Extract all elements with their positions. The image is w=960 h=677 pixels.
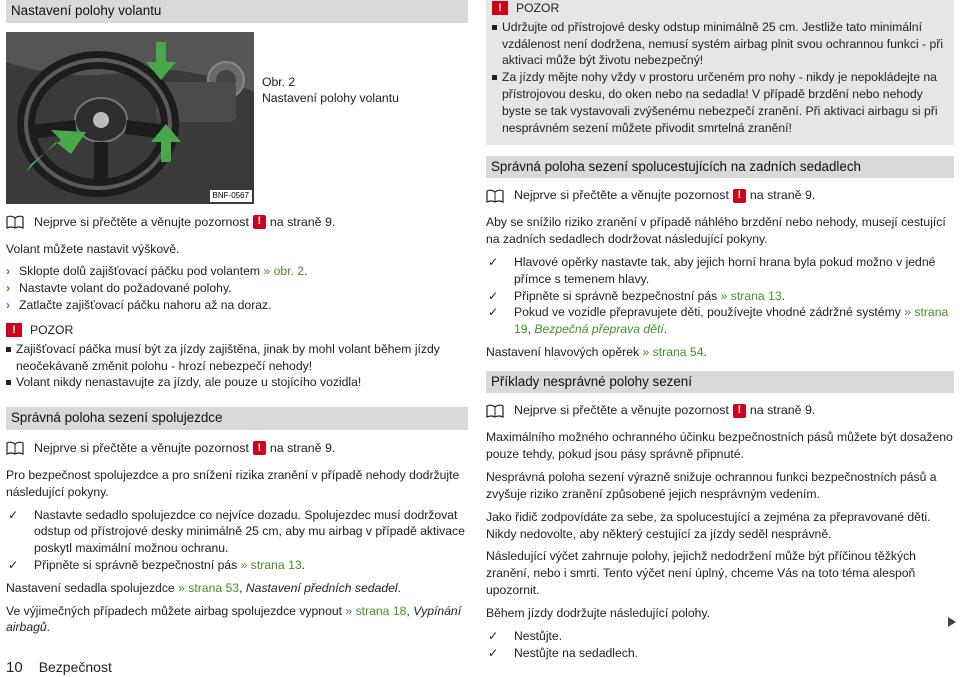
check-item: ✓ Nestůjte.: [488, 628, 563, 643]
warning-item: Volant nikdy nenastavujte za jízdy, ale pouze u stojícího vozidla!: [6, 374, 468, 391]
left-column: [6, 0, 468, 642]
section-heading-passenger: Správná poloha sezení spolujezdce: [6, 407, 468, 430]
read-first-page[interactable]: na straně 9.: [269, 440, 336, 455]
book-icon: [6, 441, 24, 455]
page-link[interactable]: » strana 13: [720, 288, 782, 303]
warning-item: Udržujte od přístrojové desky odstup minimálně 25 cm. Jestliže tato minimální vzdálenost není dodržena, nemusí systém airbag plnit svou ochrannou funkci - při aktivaci může být životu nebezpečný!: [492, 19, 948, 69]
check-item: ✓ Nestůjte na sedadlech.: [488, 645, 638, 660]
check-item: ✓ Pokud ve vozidle přepravujete děti, používejte vhodné zádržné systémy » strana 19, Bezpečná přeprava dětí.: [488, 305, 949, 337]
checkmark-icon: ✓: [488, 628, 499, 643]
section-heading-rear: Správná poloha sezení spolucestujících na zadních sedadlech: [486, 156, 954, 179]
warning-item: Za jízdy mějte nohy vždy v prostoru určeném pro nohy - nikdy je nepokládejte na přístrojovou desku, do oken nebo na sedadla! V případě brzdění nebo nehody byste se tak vystavovali zvýšenému nebezpečí zranění. Při aktivaci airbagu si při nesprávném sezení můžete přivodit smrtelná zranění!: [492, 69, 948, 136]
chevron-right-icon: ›: [6, 264, 11, 279]
checkmark-icon: ✓: [488, 305, 499, 320]
checkmark-icon: ✓: [8, 507, 19, 522]
read-first-page[interactable]: na straně 9.: [269, 214, 336, 229]
step-item: [6, 263, 468, 280]
check-item: ✓ Připněte si správně bezpečnostní pás » strana 13.: [488, 288, 786, 303]
read-first-text: Nejprve si přečtěte a věnujte pozornost: [34, 440, 249, 455]
paragraph: Maximálního možného ochranného účinku bezpečnostních pásů můžete být dosaženo pouze tehdy, pokud jsou pásy správně připnuté.: [486, 430, 953, 462]
paragraph: Pro bezpečnost spolujezdce a pro snížení rizika zranění v případě nehody dodržujte následující pokyny.: [6, 467, 460, 499]
warning-block: [6, 322, 468, 391]
chevron-right-icon: ›: [6, 298, 11, 313]
figure-caption: [254, 32, 399, 204]
check-item: ✓ Hlavové opěrky nastavte tak, aby jejich horní hrana byla pokud možno v jedné přímce s temenem hlavy.: [488, 254, 936, 286]
read-first-note: [486, 187, 954, 204]
step-text: Zatlačte zajišťovací páčku nahoru až na doraz.: [19, 298, 272, 313]
read-first-text: Nejprve si přečtěte a věnujte pozornost: [34, 214, 249, 229]
paragraph: Nesprávná poloha sezení výrazně snižuje ochrannou funkci bezpečnostních pásů a zvyšuje riziko zranění způsobené jejich nesprávným vedením.: [486, 470, 937, 501]
figure-row: [6, 32, 468, 204]
step-post: .: [304, 264, 308, 279]
checkmark-icon: ✓: [8, 557, 19, 572]
read-first-note: [6, 214, 468, 231]
steering-wheel-illustration: [6, 32, 254, 204]
paragraph: Aby se snížilo riziko zranění v případě náhlého brzdění nebo nehody, musejí cestující na zadních sedadlech dodržovat následující pokyny.: [486, 215, 946, 247]
page-link[interactable]: » strana 19: [514, 305, 949, 337]
warning-icon: !: [733, 189, 746, 203]
warning-icon: !: [733, 404, 746, 418]
checkmark-icon: ✓: [488, 645, 499, 660]
read-first-text: Nejprve si přečtěte a věnujte pozornost: [514, 403, 729, 418]
book-icon: [6, 215, 24, 229]
warning-title: POZOR: [30, 322, 74, 337]
page-link[interactable]: » strana 54: [642, 345, 704, 360]
page-number: 10: [6, 659, 23, 676]
warning-title: POZOR: [516, 1, 560, 15]
warning-icon: !: [253, 441, 266, 455]
warning-icon: !: [6, 323, 22, 337]
figure-code: BNF-0567: [210, 190, 252, 201]
steps-list: [6, 263, 468, 313]
chevron-right-icon: ›: [6, 281, 11, 296]
step-text: Sklopte dolů zajišťovací páčku pod volantem: [19, 264, 261, 279]
page-link[interactable]: » strana 53: [178, 580, 240, 595]
figure-number: Obr. 2: [262, 74, 296, 89]
steering-wheel-figure: [6, 32, 254, 204]
figure-link[interactable]: » obr. 2: [263, 264, 305, 279]
warning-icon: !: [492, 1, 508, 15]
section-heading-steering: Nastavení polohy volantu: [6, 0, 468, 23]
book-icon: [486, 189, 504, 203]
right-column: [486, 0, 954, 661]
step-text: Nastavte volant do požadované polohy.: [19, 281, 232, 296]
paragraph: Ve výjimečných případech můžete airbag spolujezdce vypnout » strana 18, Vypínání airbagů.: [6, 603, 462, 635]
read-first-page[interactable]: na straně 9.: [749, 403, 816, 418]
warning-icon: !: [253, 215, 266, 229]
checkmark-icon: ✓: [488, 254, 499, 269]
paragraph: Během jízdy dodržujte následující polohy.: [486, 605, 711, 620]
read-first-note: [486, 402, 954, 419]
section-name: Bezpečnost: [38, 659, 112, 675]
paragraph: Následující výčet zahrnuje polohy, jejichž nedodržení může být příčinou těžkých zranění, nebo i smrti. Tento výčet není úplný, chceme Vás na toto téma alespoň upozornit.: [486, 549, 916, 598]
next-page-arrow-icon[interactable]: [948, 617, 956, 627]
intro-text: Volant můžete nastavit výškově.: [6, 241, 180, 256]
page-footer: [6, 658, 112, 677]
read-first-note: [6, 440, 468, 457]
read-first-page[interactable]: na straně 9.: [749, 188, 816, 203]
figure-title: Nastavení polohy volantu: [262, 90, 399, 105]
step-item: [6, 280, 468, 297]
warning-box: [486, 0, 954, 145]
paragraph: Nastavení hlavových opěrek » strana 54.: [486, 345, 707, 360]
step-item: [6, 297, 468, 314]
book-icon: [486, 404, 504, 418]
check-item: ✓ Připněte si správně bezpečnostní pás » strana 13.: [8, 557, 306, 572]
paragraph: Nastavení sedadla spolujezdce » strana 53, Nastavení předních sedadel.: [6, 580, 402, 595]
page-link[interactable]: » strana 18: [345, 603, 407, 618]
warning-item: Zajišťovací páčka musí být za jízdy zajištěna, jinak by mohl volant během jízdy neočekávaně změnit polohu - hrozí nebezpečí nehody!: [6, 341, 468, 375]
read-first-text: Nejprve si přečtěte a věnujte pozornost: [514, 188, 729, 203]
check-item: ✓ Nastavte sedadlo spolujezdce co nejvíce dozadu. Spolujezdec musí dodržovat odstup od přístrojové desky minimálně 25 cm, aby mu airbag v případě aktivace poskytl maximální možnou ochranu.: [8, 507, 465, 556]
page-link[interactable]: » strana 13: [240, 557, 302, 572]
paragraph: Jako řidič zodpovídáte za sebe, za spolucestující a zejména za přepravované děti. Nikdy nedovolte, aby některý cestující za jízdy seděl nesprávně.: [486, 509, 931, 541]
section-heading-wrong: Příklady nesprávné polohy sezení: [486, 371, 954, 394]
checkmark-icon: ✓: [488, 288, 499, 303]
